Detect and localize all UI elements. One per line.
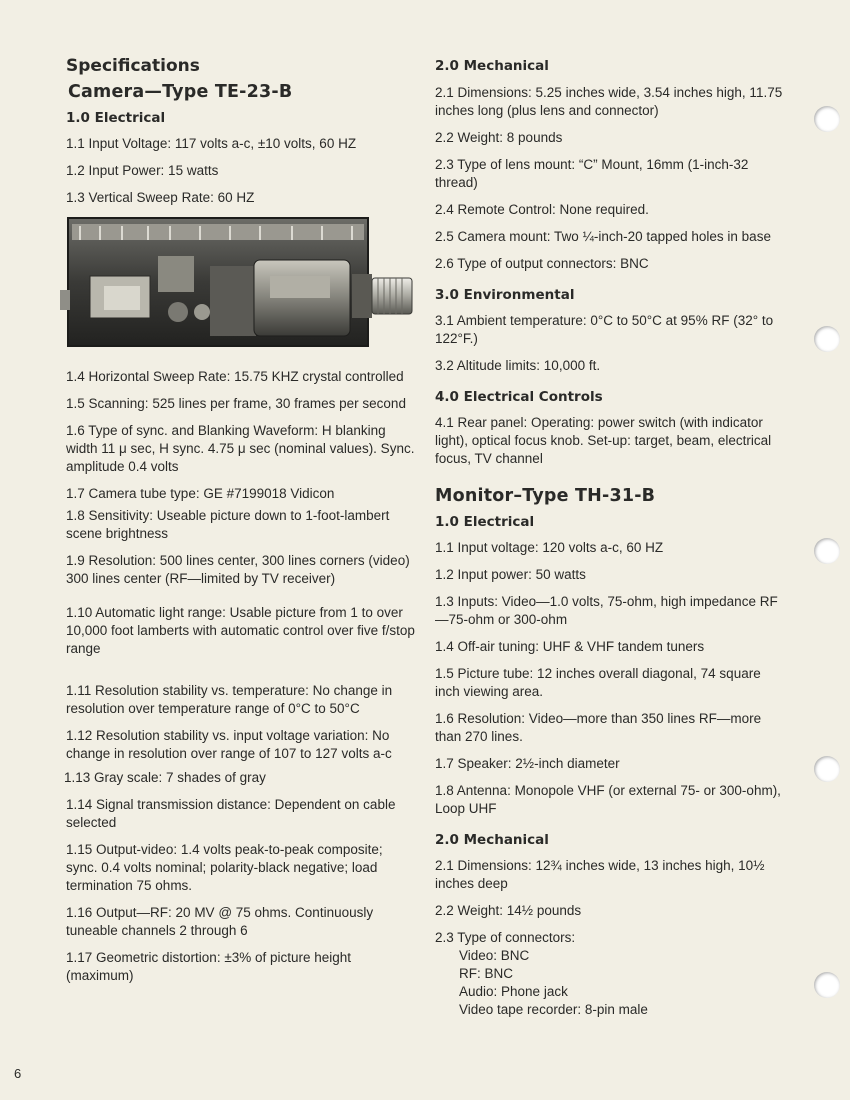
connectors-item <box>435 929 785 1019</box>
left-column <box>66 56 416 994</box>
binder-hole <box>814 756 840 782</box>
spec-item: 2.3 Type of lens mount: “C” Mount, 16mm (1-inch-32 thread) <box>435 157 749 190</box>
page-title: Specifications <box>66 56 200 76</box>
spec-item: 3.2 Altitude limits: 10,000 ft. <box>435 358 601 373</box>
binder-hole <box>814 972 840 998</box>
spec-item: 3.1 Ambient temperature: 0°C to 50°C at 95% RF (32° to 122°F.) <box>435 313 774 346</box>
connector-entry: RF: BNC <box>459 966 513 981</box>
spec-item: 1.6 Resolution: Video—more than 350 lines RF—more than 270 lines. <box>435 711 762 744</box>
camera-mechanical-heading: 2.0 Mechanical <box>435 58 549 74</box>
spec-item: 1.8 Antenna: Monopole VHF (or external 75- or 300-ohm), Loop UHF <box>435 783 781 816</box>
spec-item: 1.3 Inputs: Video—1.0 volts, 75-ohm, high impedance RF—75-ohm or 300-ohm <box>435 594 778 627</box>
electrical-controls-heading: 4.0 Electrical Controls <box>435 389 603 405</box>
monitor-mechanical-heading: 2.0 Mechanical <box>435 832 549 848</box>
spec-item: 1.13 Gray scale: 7 shades of gray <box>64 770 266 785</box>
camera-photo <box>60 216 418 348</box>
environmental-heading: 3.0 Environmental <box>435 287 575 303</box>
spec-item: 2.1 Dimensions: 12¾ inches wide, 13 inches high, 10½ inches deep <box>435 858 765 891</box>
spec-item: 1.3 Vertical Sweep Rate: 60 HZ <box>66 190 255 205</box>
spec-item: 2.4 Remote Control: None required. <box>435 202 649 217</box>
spec-item: 1.17 Geometric distortion: ±3% of picture height (maximum) <box>66 950 352 983</box>
spec-item: 2.2 Weight: 8 pounds <box>435 130 563 145</box>
spec-item: 1.1 Input Voltage: 117 volts a-c, ±10 volts, 60 HZ <box>66 136 357 151</box>
connector-entry: Audio: Phone jack <box>459 984 568 999</box>
right-column <box>435 56 785 1028</box>
connectors-label: 2.3 Type of connectors: <box>435 930 576 945</box>
camera-electrical-heading: 1.0 Electrical <box>66 110 166 126</box>
monitor-heading: Monitor–Type TH-31-B <box>435 486 656 506</box>
spec-item: 1.12 Resolution stability vs. input voltage variation: No change in resolution over range of 107 to 127 volts a-c <box>66 728 392 761</box>
monitor-electrical-heading: 1.0 Electrical <box>435 514 535 530</box>
spec-item: 1.15 Output-video: 1.4 volts peak-to-peak composite; sync. 0.4 volts nominal; polarity-black negative; load termination 75 ohms. <box>66 842 383 893</box>
connector-entry: Video tape recorder: 8-pin male <box>459 1002 648 1017</box>
spec-item: 2.5 Camera mount: Two ¼-inch-20 tapped holes in base <box>435 229 771 244</box>
spec-item: 2.2 Weight: 14½ pounds <box>435 903 582 918</box>
page-number: 6 <box>14 1066 22 1081</box>
spec-item: 1.2 Input power: 50 watts <box>435 567 586 582</box>
binder-hole <box>814 538 840 564</box>
spec-item: 2.1 Dimensions: 5.25 inches wide, 3.54 inches high, 11.75 inches long (plus lens and connector) <box>435 85 783 118</box>
spec-item: 1.1 Input voltage: 120 volts a-c, 60 HZ <box>435 540 664 555</box>
spec-item: 1.9 Resolution: 500 lines center, 300 lines corners (video) 300 lines center (RF—limited by TV receiver) <box>66 553 410 586</box>
connector-entry: Video: BNC <box>459 948 530 963</box>
spec-item: 1.16 Output—RF: 20 MV @ 75 ohms. Continuously tuneable channels 2 through 6 <box>66 905 374 938</box>
spec-item: 1.5 Scanning: 525 lines per frame, 30 frames per second <box>66 396 406 411</box>
spec-item: 1.8 Sensitivity: Useable picture down to 1-foot-lambert scene brightness <box>66 508 390 541</box>
spec-item: 1.7 Speaker: 2½-inch diameter <box>435 756 620 771</box>
spec-item: 1.5 Picture tube: 12 inches overall diagonal, 74 square inch viewing area. <box>435 666 761 699</box>
spec-item: 1.4 Off-air tuning: UHF & VHF tandem tuners <box>435 639 705 654</box>
binder-hole <box>814 326 840 352</box>
spec-item: 1.10 Automatic light range: Usable picture from 1 to over 10,000 foot lamberts with automatic control over five f/stop range <box>66 605 415 656</box>
spec-item: 1.4 Horizontal Sweep Rate: 15.75 KHZ crystal controlled <box>66 369 404 384</box>
spec-item: 1.7 Camera tube type: GE #7199018 Vidicon <box>66 486 335 501</box>
spec-item: 1.11 Resolution stability vs. temperature: No change in resolution over temperature range of 0°C to 50°C <box>66 683 393 716</box>
camera-heading: Camera—Type TE-23-B <box>68 82 293 102</box>
spec-item: 1.2 Input Power: 15 watts <box>66 163 219 178</box>
spec-item: 2.6 Type of output connectors: BNC <box>435 256 649 271</box>
spec-item: 4.1 Rear panel: Operating: power switch (with indicator light), optical focus knob. Set-up: target, beam, electrical focus, TV channel <box>435 415 772 466</box>
spec-item: 1.14 Signal transmission distance: Dependent on cable selected <box>66 797 396 830</box>
spec-item: 1.6 Type of sync. and Blanking Waveform: H blanking width 11 μ sec, H sync. 4.75 μ sec (nominal values). Sync. amplitude 0.4 volts <box>66 423 415 474</box>
binder-hole <box>814 106 840 132</box>
